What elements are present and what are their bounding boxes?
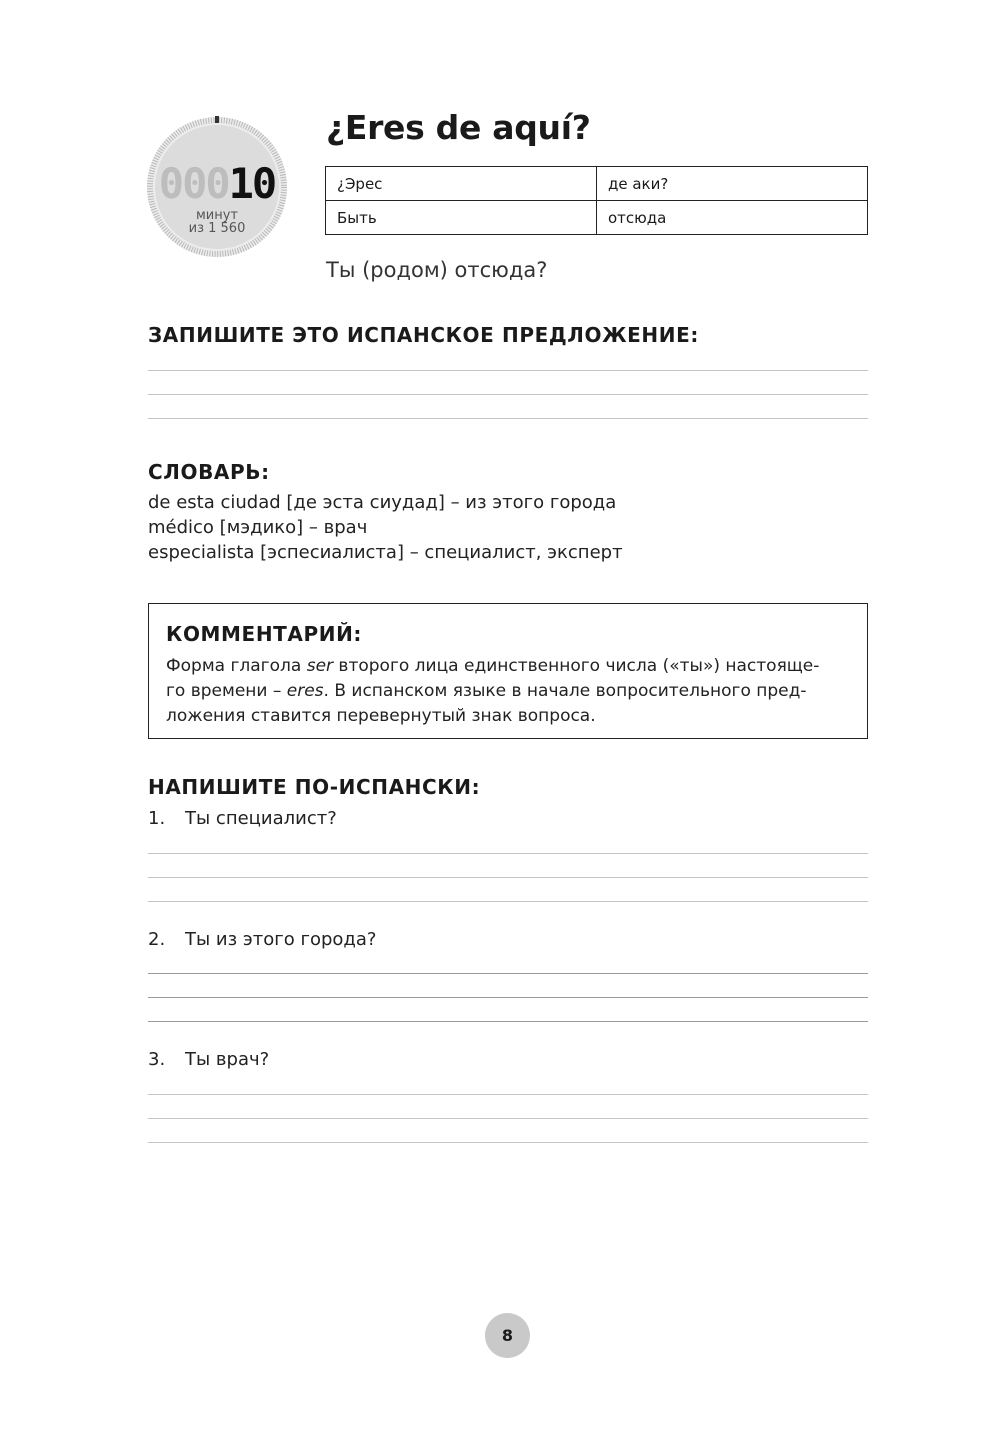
answer-line[interactable] (148, 901, 868, 902)
comment-heading: КОММЕНТАРИЙ: (166, 622, 363, 646)
answer-line[interactable] (148, 1094, 868, 1095)
exercise-item (148, 927, 376, 953)
answer-line[interactable] (148, 853, 868, 854)
answer-line[interactable] (148, 877, 868, 878)
vocabulary-entry: de esta ciudad [де эста сиудад] – из этого города (148, 492, 617, 513)
write-sentence-heading: ЗАПИШИТЕ ЭТО ИСПАНСКОЕ ПРЕДЛОЖЕНИЕ: (148, 323, 699, 347)
comment-text-part: Форма глагола (166, 656, 307, 676)
exercise-prompt: Ты из этого города? (185, 929, 377, 950)
exercise-item (148, 1047, 269, 1073)
answer-line[interactable] (148, 1021, 868, 1022)
table-cell: ¿Эрес (326, 167, 597, 201)
minutes-timer-dial (146, 116, 288, 258)
page-number: 8 (485, 1313, 530, 1358)
writing-line (148, 370, 868, 371)
comment-box (148, 603, 868, 739)
comment-line: ложения ставится перевернутый знак вопроса. (166, 706, 596, 726)
table-cell: де аки? (597, 167, 868, 201)
exercise-number: 2. (148, 929, 166, 950)
table-row (326, 167, 868, 201)
vocabulary-list (148, 490, 623, 565)
writing-line (148, 418, 868, 419)
exercise-heading: НАПИШИТЕ ПО-ИСПАНСКИ: (148, 775, 481, 799)
comment-text-part: . В испанском языке в начале вопросительного пред- (323, 681, 807, 701)
answer-line[interactable] (148, 1142, 868, 1143)
timer-digits (146, 160, 288, 208)
exercise-prompt: Ты врач? (185, 1049, 270, 1070)
vocabulary-heading: СЛОВАРЬ: (148, 460, 270, 484)
timer-unit: минут (195, 208, 239, 223)
comment-text-part: го времени – (166, 681, 287, 701)
timer-digits-dim: 000 (158, 159, 229, 208)
writing-line (148, 394, 868, 395)
answer-line[interactable] (148, 973, 868, 974)
table-cell: Быть (326, 201, 597, 235)
vocabulary-entry: médico [мэдико] – врач (148, 517, 368, 538)
answer-line[interactable] (148, 997, 868, 998)
vocabulary-entry: especialista [эспесиалиста] – специалист, эксперт (148, 542, 623, 563)
exercise-prompt: Ты специалист? (185, 808, 337, 829)
comment-text-part: второго лица единственного числа («ты») настояще- (333, 656, 820, 676)
comment-italic-term: eres (286, 681, 324, 701)
table-cell: отсюда (597, 201, 868, 235)
timer-total: из 1 560 (188, 221, 246, 236)
sentence-translation: Ты (родом) отсюда? (326, 258, 548, 282)
timer-digits-lit: 10 (228, 159, 276, 208)
exercise-number: 1. (148, 808, 166, 829)
comment-text (166, 654, 852, 729)
comment-line (166, 654, 852, 679)
answer-line[interactable] (148, 1118, 868, 1119)
comment-line (166, 679, 852, 704)
pronunciation-table (325, 166, 868, 235)
table-row (326, 201, 868, 235)
exercise-item (148, 806, 337, 832)
lesson-title: ¿Eres de aquí? (326, 108, 591, 147)
comment-italic-term: ser (306, 656, 334, 676)
exercise-number: 3. (148, 1049, 166, 1070)
